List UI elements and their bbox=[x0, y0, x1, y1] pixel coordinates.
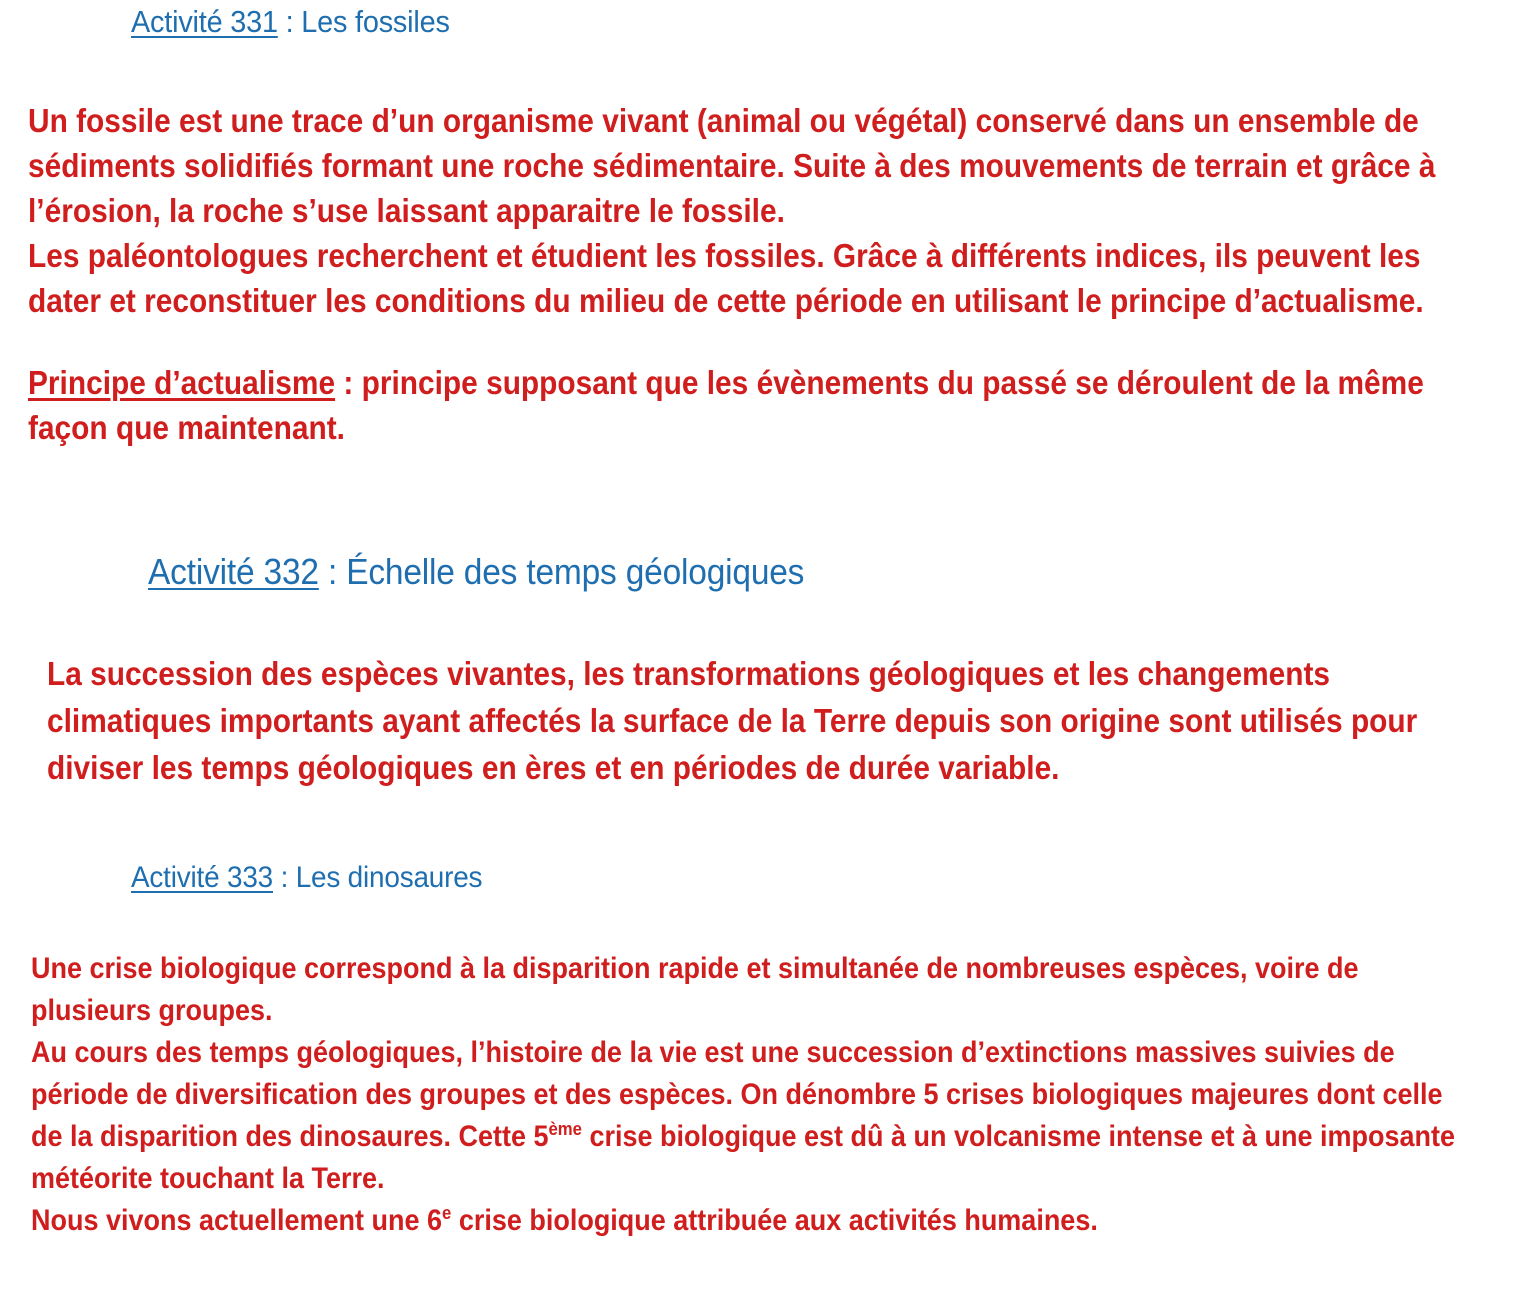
heading-333-number: Activité 333 bbox=[131, 861, 273, 894]
sixieme-prefix: Nous vivons actuellement une 6 bbox=[31, 1204, 443, 1237]
paragraph-dinosaures bbox=[31, 948, 1477, 1242]
heading-activite-331 bbox=[131, 4, 450, 40]
heading-331-number: Activité 331 bbox=[131, 4, 278, 39]
crises-middle: crise biologique est dû à un volcanisme intense et à une imposante météorite touchant la Terre. bbox=[31, 1120, 1455, 1195]
heading-activite-333 bbox=[131, 861, 482, 895]
paragraph-line: Les paléontologues recherchent et étudient les fossiles. Grâce à différents indices, ils peuvent les dater et reconstituer les conditions du milieu de cette période en utilisant le principe d’actualisme. bbox=[28, 237, 1424, 319]
heading-activite-332 bbox=[148, 551, 804, 593]
definition-body: : principe supposant que les évènements du passé se déroulent de la même façon que maintenant. bbox=[28, 364, 1424, 446]
heading-331-rest: : Les fossiles bbox=[277, 4, 450, 39]
crises-prefix: Au cours des temps géologiques, l’histoire de la vie est une succession d’extinctions massives suivies de période de diversification des groupes et des espèces. On dénombre 5 crises biologiques majeures dont celle de la disparition des dinosaures. Cette 5 bbox=[31, 1036, 1443, 1153]
paragraph-line: Un fossile est une trace d’un organisme vivant (animal ou végétal) conservé dans un ensemble de sédiments solidifiés formant une roche sédimentaire. Suite à des mouvements de terrain et grâce à l’érosion, la roche s’use laissant apparaitre le fossile. bbox=[28, 102, 1436, 229]
paragraph-echelle-temps-geologiques bbox=[47, 650, 1477, 791]
ordinal-suffix-6e: e bbox=[442, 1202, 452, 1224]
paragraph-crises bbox=[31, 1032, 1477, 1200]
definition-principe-actualisme bbox=[28, 360, 1476, 450]
paragraph-line: La succession des espèces vivantes, les transformations géologiques et les changements climatiques importants ayant affectés la surface de la Terre depuis son origine sont utilisés pour diviser les temps géologiques en ères et en périodes de durée variable. bbox=[47, 655, 1418, 786]
heading-332-number: Activité 332 bbox=[148, 551, 319, 592]
heading-332-rest: : Échelle des temps géologiques bbox=[318, 551, 805, 592]
paragraph-fossiles bbox=[28, 98, 1476, 323]
paragraph-sixieme-crise bbox=[31, 1200, 1477, 1242]
definition-term: Principe d’actualisme bbox=[28, 364, 336, 401]
sixieme-suffix: crise biologique attribuée aux activités humaines. bbox=[451, 1204, 1098, 1237]
paragraph-line: Une crise biologique correspond à la disparition rapide et simultanée de nombreuses espèces, voire de plusieurs groupes. bbox=[31, 952, 1359, 1027]
definition-text bbox=[28, 360, 1476, 450]
ordinal-suffix-5eme: ème bbox=[548, 1118, 582, 1140]
heading-333-rest: : Les dinosaures bbox=[272, 861, 483, 894]
